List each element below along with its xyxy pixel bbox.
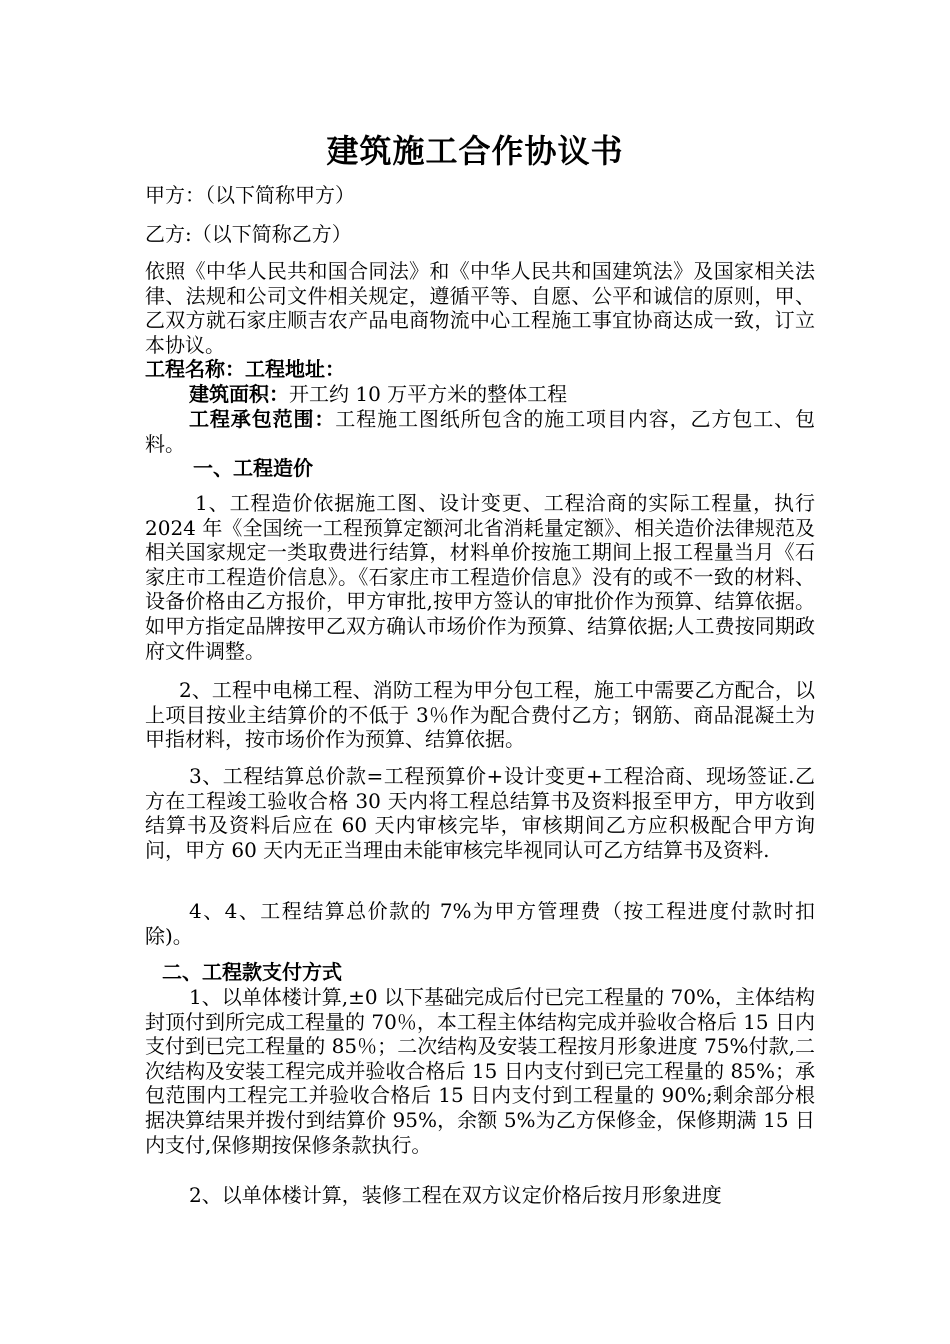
section-2-heading: 二、工程款支付方式 xyxy=(162,960,342,984)
scope-label: 工程承包范围： xyxy=(189,407,336,431)
section-1-item-4: 4、4、工程结算总价款的 7%为甲方管理费（按工程进度付款时扣除)。 xyxy=(145,899,815,948)
project-name-address: 工程名称：工程地址： xyxy=(145,357,345,381)
building-area-text: 开工约 10 万平方米的整体工程 xyxy=(289,382,568,406)
section-1-heading: 一、工程造价 xyxy=(193,456,313,480)
scope-text: 工程施工图纸所包含的施工项目内容，乙方包工、包料。 xyxy=(145,407,816,456)
section-2-item-1: 1、以单体楼计算,±0 以下基础完成后付已完工程量的 70%，主体结构封顶付到所完成工程量的 70％，本工程主体结构完成并验收合格后 15 日内支付到已完工程量的 85％；二次结构及安装工程按月形象进度 75%付款,二次结构及安装工程完成并验收合格后 15 日内支付到已完工程量的 85%；承包范围内工程完工并验收合格后 15 日内支付到工程量的 90%;剩余部分根据决算结果并拨付到结算价 95%，余额 5%为乙方保修金，保修期满 15 日内支付,保修期按保修条款执行。 xyxy=(145,985,815,1157)
party-b-line: 乙方:（以下简称乙方） xyxy=(145,222,352,246)
section-1-item-1: 1、工程造价依据施工图、设计变更、工程洽商的实际工程量，执行 2024 年《全国统一工程预算定额河北省消耗量定额》、相关造价法律规范及相关国家规定一类取费进行结算，材料单价按施工期间上报工程量当月《石家庄市工程造价信息》。《石家庄市工程造价信息》没有的或不一致的材料、设备价格由乙方报价，甲方审批,按甲方签认的审批价作为预算、结算依据。如甲方指定品牌按甲乙双方确认市场价作为预算、结算依据;人工费按同期政府文件调整。 xyxy=(145,491,815,663)
intro-paragraph: 依照《中华人民共和国合同法》和《中华人民共和国建筑法》及国家相关法律、法规和公司文件相关规定，遵循平等、自愿、公平和诚信的原则，甲、乙双方就石家庄顺吉农产品电商物流中心工程施工事宜协商达成一致，订立本协议。 xyxy=(145,259,815,357)
section-1-item-3: 3、工程结算总价款=工程预算价+设计变更+工程洽商、现场签证.乙方在工程竣工验收合格 30 天内将工程总结算书及资料报至甲方，甲方收到结算书及资料后应在 60 天内审核完毕，审核期间乙方应积极配合甲方询问，甲方 60 天内无正当理由未能审核完毕视同认可乙方结算书及资料. xyxy=(145,764,815,862)
section-2-item-2: 2、以单体楼计算，装修工程在双方议定价格后按月形象进度 xyxy=(189,1183,722,1207)
document-title: 建筑施工合作协议书 xyxy=(326,132,624,170)
building-area-label: 建筑面积： xyxy=(189,382,289,406)
building-area-line xyxy=(145,382,815,407)
scope-paragraph xyxy=(145,407,815,456)
party-a-line: 甲方：（以下简称甲方） xyxy=(145,183,355,207)
section-1-item-2: 2、工程中电梯工程、消防工程为甲分包工程，施工中需要乙方配合，以上项目按业主结算价的不低于 3％作为配合费付乙方；钢筋、商品混凝土为甲指材料，按市场价作为预算、结算依据。 xyxy=(145,678,815,752)
